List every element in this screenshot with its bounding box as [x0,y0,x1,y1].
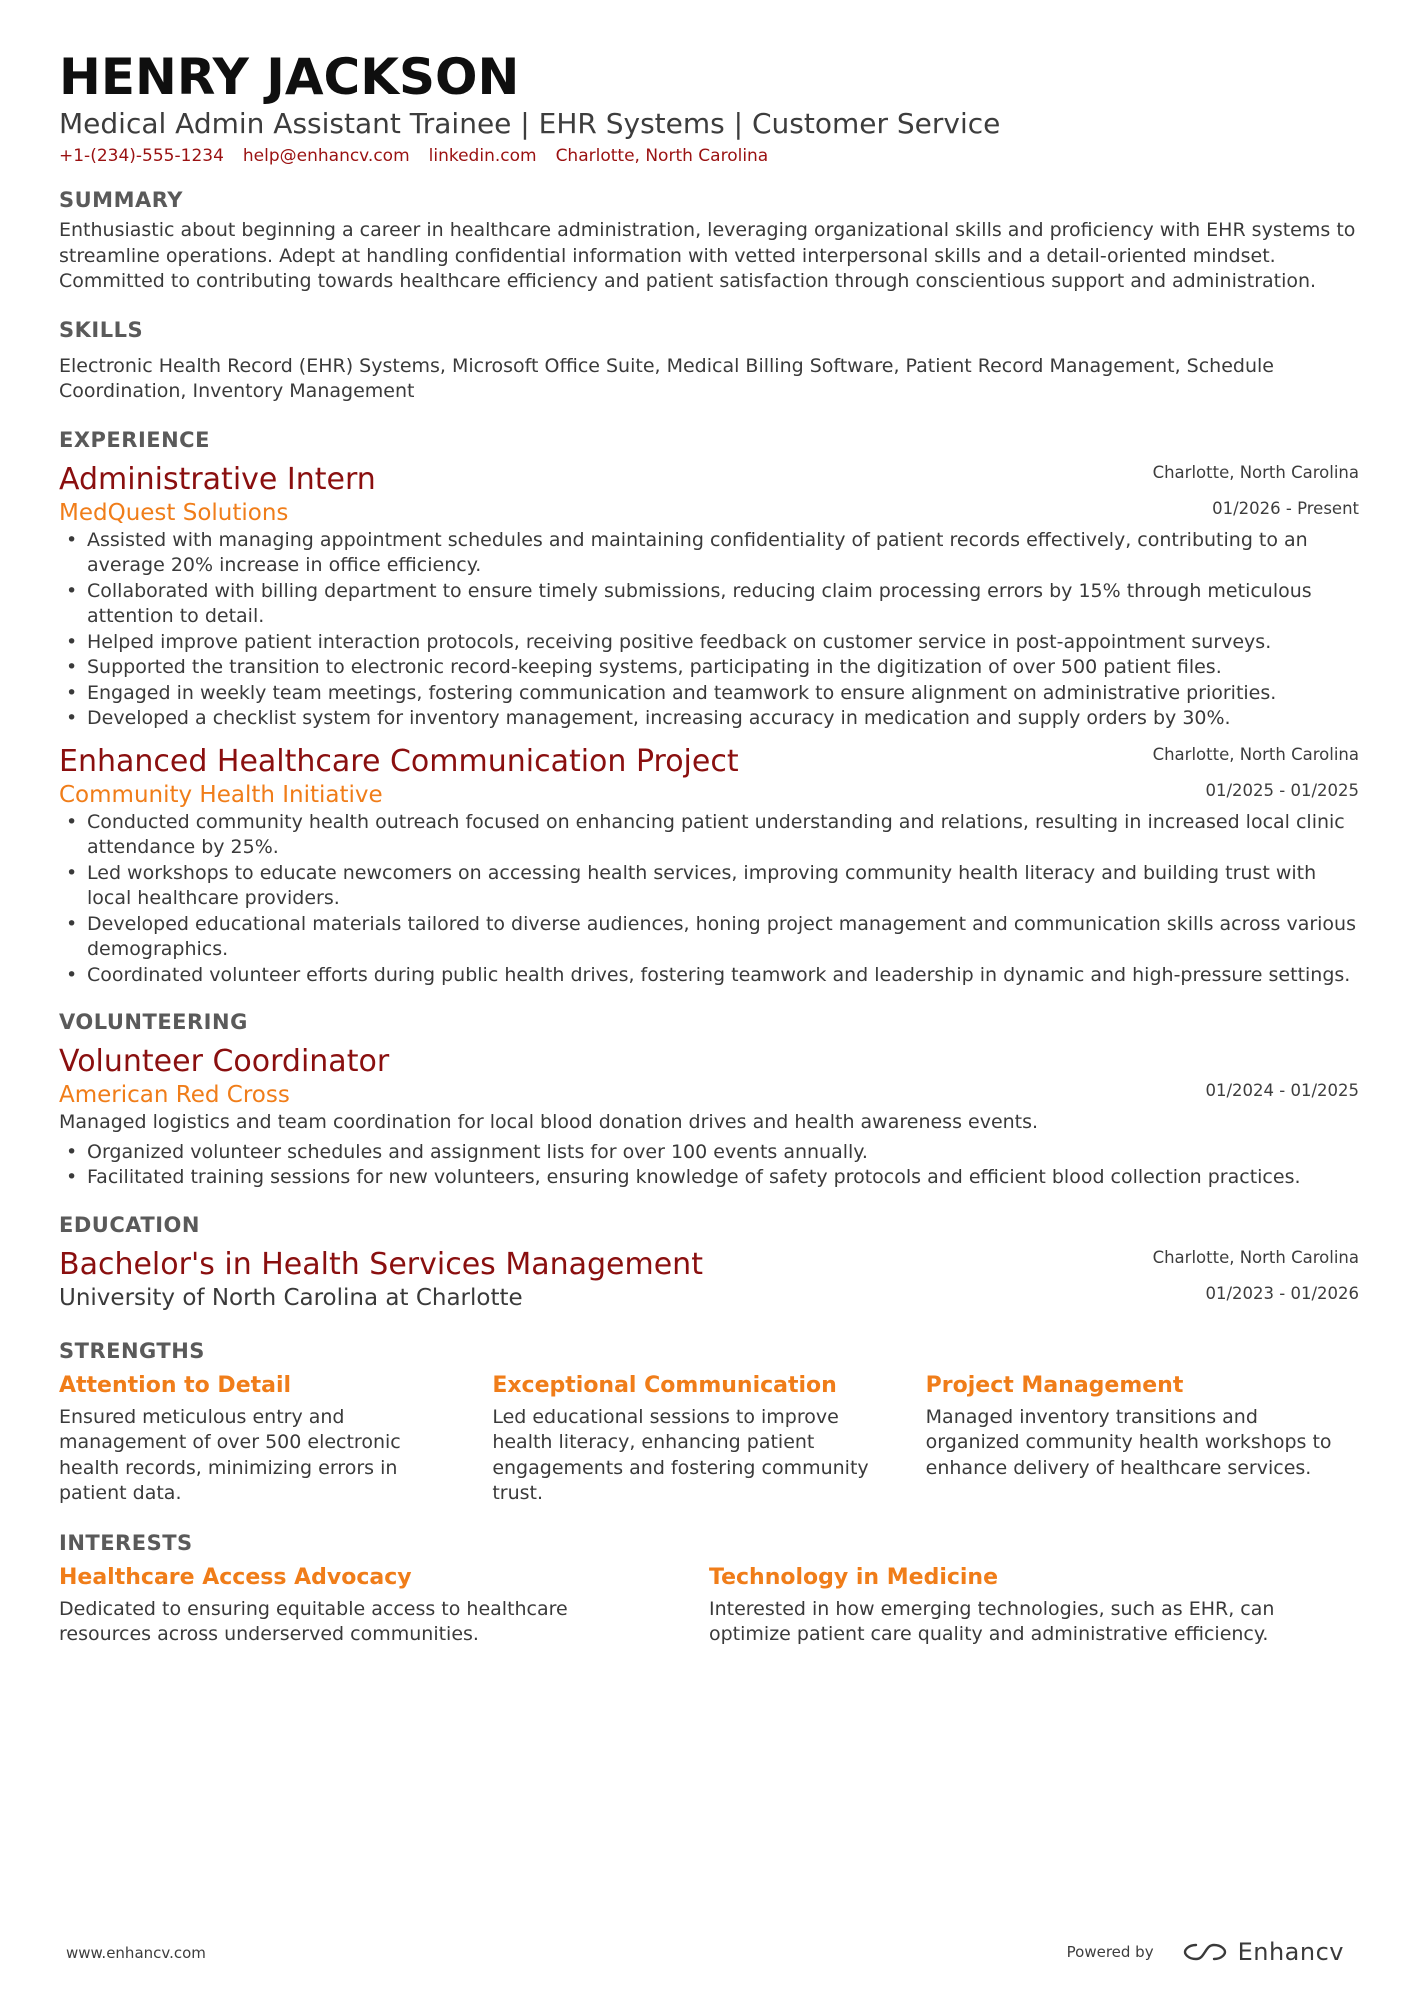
strength-item [59,1371,492,1507]
degree-title: Bachelor's in Health Services Management [59,1246,703,1282]
bullet-list [59,810,1359,989]
strength-text: Led educational sessions to improve health literacy, enhancing patient engagements and fostering community trust. [492,1405,869,1504]
interest-title: Healthcare Access Advocacy [59,1564,412,1590]
interest-text: Interested in how emerging technologies, such as EHR, can optimize patient care quality and administrative efficiency. [709,1597,1275,1645]
contact-bar [59,144,1359,168]
strengths-grid [59,1371,1359,1507]
volunteer-dates: 01/2024 - 01/2025 [1205,1081,1359,1100]
volunteering-section [59,1008,1359,1191]
website-link[interactable]: www.enhancv.com [66,1944,206,1962]
bullet-item: • Coordinated volunteer efforts during public health drives, fostering teamwork and leadership in dynamic and high-pressure settings. [59,963,1359,989]
bullet-item: • Engaged in weekly team meetings, fostering communication and teamwork to ensure alignment on administrative priorities. [59,681,1359,707]
phone-link[interactable]: +1-(234)-555-1234 [59,146,224,166]
strength-text: Ensured meticulous entry and management of over 500 electronic health records, minimizing errors in patient data. [59,1405,401,1504]
bullet-item: • Supported the transition to electronic record-keeping systems, participating in the digitization of over 500 patient files. [59,655,1359,681]
strength-item [492,1371,925,1507]
job-location: Charlotte, North Carolina [1152,462,1359,482]
resume-page [59,48,1359,1648]
job-title: Enhanced Healthcare Communication Project [59,743,739,779]
bullet-list [59,1140,1359,1191]
job-entry [59,744,1359,989]
volunteer-role: Volunteer Coordinator [59,1044,390,1079]
skills-text: Electronic Health Record (EHR) Systems, Microsoft Office Suite, Medical Billing Software, Patient Record Management, Schedule Coordination, Inventory Management [59,354,1274,402]
bullet-list [59,528,1359,732]
interest-text: Dedicated to ensuring equitable access to healthcare resources across underserved communities. [59,1597,568,1645]
job-title: Administrative Intern [59,461,376,497]
strengths-section [59,1337,1359,1507]
bullet-item: • Helped improve patient interaction protocols, receiving positive feedback on customer service in post-appointment surveys. [59,630,1359,656]
education-section [59,1211,1359,1313]
section-title: SKILLS [59,317,144,342]
summary-section [59,186,1359,295]
section-title: INTERESTS [59,1530,193,1555]
education-dates: 01/2023 - 01/2026 [1205,1283,1359,1303]
section-title: SUMMARY [59,188,183,212]
strength-title: Project Management [925,1372,1184,1398]
bullet-item: • Developed a checklist system for inventory management, increasing accuracy in medication and supply orders by 30%. [59,706,1359,732]
job-dates: 01/2026 - Present [1212,498,1359,518]
summary-text: Enthusiastic about beginning a career in healthcare administration, leveraging organizational skills and proficiency with EHR systems to streamline operations. Adept at handling confidential information with vetted interpersonal skills and a detail-oriented mindset. Committed to contributing towards healthcare efficiency and patient satisfaction through conscientious support and administration. [59,219,1356,292]
powered-by[interactable] [1067,1938,1344,1966]
bullet-item: • Organized volunteer schedules and assignment lists for over 100 events annually. [59,1140,1359,1166]
school-name: University of North Carolina at Charlotte [59,1284,523,1311]
section-title: EDUCATION [59,1212,200,1237]
powered-by-label: Powered by [1066,1943,1154,1961]
interest-item [59,1563,709,1648]
section-title: EXPERIENCE [59,427,210,452]
strength-title: Exceptional Communication [492,1372,837,1398]
bullet-item: • Facilitated training sessions for new volunteers, ensuring knowledge of safety protocols and efficient blood collection practices. [59,1165,1359,1191]
interests-grid [59,1563,1359,1648]
company-name: MedQuest Solutions [59,499,289,526]
job-location: Charlotte, North Carolina [1152,744,1359,764]
job-entry [59,462,1359,732]
job-dates: 01/2025 - 01/2025 [1205,780,1359,800]
strength-title: Attention to Detail [59,1372,292,1398]
linkedin-link[interactable]: linkedin.com [428,146,537,166]
location-text: Charlotte, North Carolina [555,146,769,166]
strength-item [926,1371,1359,1507]
section-title: VOLUNTEERING [59,1010,248,1034]
enhancv-brand: Enhancv [1237,1938,1344,1966]
email-link[interactable]: help@enhancv.com [242,146,410,166]
section-title: STRENGTHS [59,1338,205,1363]
experience-section [59,426,1359,989]
company-name: Community Health Initiative [59,781,383,808]
bullet-item: • Conducted community health outreach focused on enhancing patient understanding and relations, resulting in increased local clinic attendance by 25%. [59,810,1359,861]
skills-section [59,316,1359,405]
education-entry [59,1247,1359,1313]
candidate-name: HENRY JACKSON [59,48,520,106]
volunteer-org: American Red Cross [59,1082,290,1108]
strength-text: Managed inventory transitions and organized community health workshops to enhance delivery of healthcare services. [925,1405,1332,1479]
bullet-item: • Assisted with managing appointment schedules and maintaining confidentiality of patient records effectively, contributing to an average 20% increase in office efficiency. [59,528,1359,579]
bullet-item: • Collaborated with billing department to ensure timely submissions, reducing claim processing errors by 15% through meticulous attention to detail. [59,579,1359,630]
education-location: Charlotte, North Carolina [1152,1247,1359,1267]
volunteer-entry [59,1044,1359,1191]
bullet-item: • Developed educational materials tailored to diverse audiences, honing project management and communication skills across various demographics. [59,912,1359,963]
interests-section [59,1529,1359,1648]
volunteer-description: Managed logistics and team coordination for local blood donation drives and health awareness events. [59,1111,1039,1133]
enhancv-logo-icon [1182,1940,1228,1964]
bullet-item: • Led workshops to educate newcomers on accessing health services, improving community health literacy and building trust with local healthcare providers. [59,861,1359,912]
interest-title: Technology in Medicine [709,1564,999,1590]
interest-item [709,1563,1359,1648]
headline: Medical Admin Assistant Trainee | EHR Systems | Customer Service [59,107,1001,140]
